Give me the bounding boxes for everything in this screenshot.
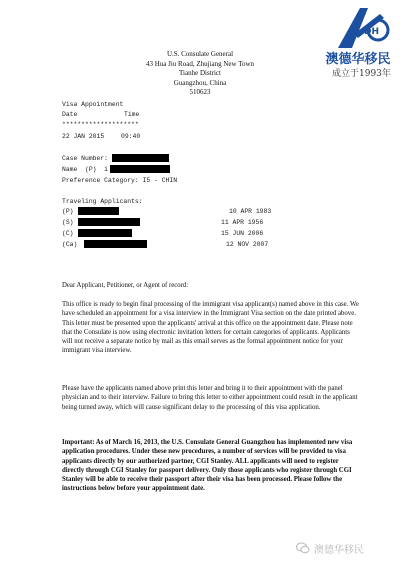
case-number-label: Case Number:: [62, 155, 109, 162]
redaction-bar: [112, 154, 169, 162]
redaction-bar: [78, 218, 140, 226]
paragraph-print-letter: Please have the applicants named above print this letter and bring it to their appointment with the panel physician and to their interview. Failure to bring this letter to either appointment could result in the applicant being turned away, which will cause significant delay to the processing of this visa application.: [62, 385, 358, 411]
applicant-code: (S): [62, 219, 74, 226]
name-label: Name (P) i: [62, 166, 109, 173]
applicant-code: (C): [62, 230, 74, 237]
address-line: Tianhe District: [179, 69, 221, 78]
salutation: Dear Applicant, Petitioner, or Agent of record:: [62, 282, 189, 289]
applicant-dob: 15 JUN 2006: [221, 230, 264, 237]
company-logo: [318, 4, 398, 78]
date-column-label: Date: [62, 111, 78, 118]
applicant-dob: 11 APR 1956: [221, 219, 264, 226]
applicant-code: (Ca): [62, 241, 78, 248]
appointment-date: 22 JAN 2015: [62, 133, 105, 140]
redaction-bar: [110, 165, 170, 173]
wechat-icon: [296, 541, 310, 555]
time-column-label: Time: [124, 111, 140, 118]
address-line: U.S. Consulate General: [166, 50, 234, 58]
logo-since-year: 成立于1993年: [332, 69, 391, 79]
address-line: Guangzhou, China: [173, 78, 227, 87]
paragraph-processing: This office is ready to begin final processing of the immigrant visa applicant(s) named above in this case. We have scheduled an appointment for a visa interview in the Immigrant Visa section on the date printed above. This letter must be presented upon the applicants' arrival at this office on the appointment date. Please note that the Consulate is now using electronic invitation letters for certain categories of applicants. Applicants will not receive a separate notice by mail as this email serves as the formal appointment notice for your immigrant visa interview.: [62, 301, 359, 355]
appointment-rule: ********************: [62, 121, 139, 128]
redaction-bar: [84, 240, 147, 248]
redaction-bar: [78, 207, 119, 215]
redaction-bar: [78, 229, 132, 237]
paragraph-important-notice: Important: As of March 16, 2013, the U.S. Consulate General Guangzhou has implemented new visa application procedures. Under these new procedures, a number of services will be provided to visa applicants directly by our authorized partner, CGI Stanley. ALL applicants will need to register directly through CGI Stanley for passport delivery. Only those applicants who register through CGI Stanley will be able to receive their passport after their visa has been processed. Please follow the instructions below before your appointment date.: [62, 439, 353, 493]
applicant-dob: 10 APR 1983: [229, 208, 272, 215]
wechat-watermark: [296, 539, 396, 559]
logo-company-name: 澳德华移民: [325, 52, 391, 67]
address-line: 43 Hua Jiu Road, Zhujiang New Town: [145, 59, 255, 68]
traveling-applicants-heading: Traveling Applicants:: [62, 198, 143, 205]
preference-category: Preference Category: I5 - CHIN: [62, 177, 178, 184]
watermark-text: 澳德华移民: [314, 545, 364, 556]
consulate-address-block: [110, 50, 290, 98]
appointment-time: 09:40: [121, 133, 141, 140]
address-line: 510623: [189, 88, 211, 97]
applicant-dob: 12 NOV 2007: [226, 241, 269, 248]
svg-text:DH: DH: [364, 27, 380, 37]
applicant-code: (P): [62, 208, 74, 215]
adh-logo-mark-icon: [334, 4, 390, 50]
appointment-heading: Visa Appointment: [62, 101, 124, 108]
